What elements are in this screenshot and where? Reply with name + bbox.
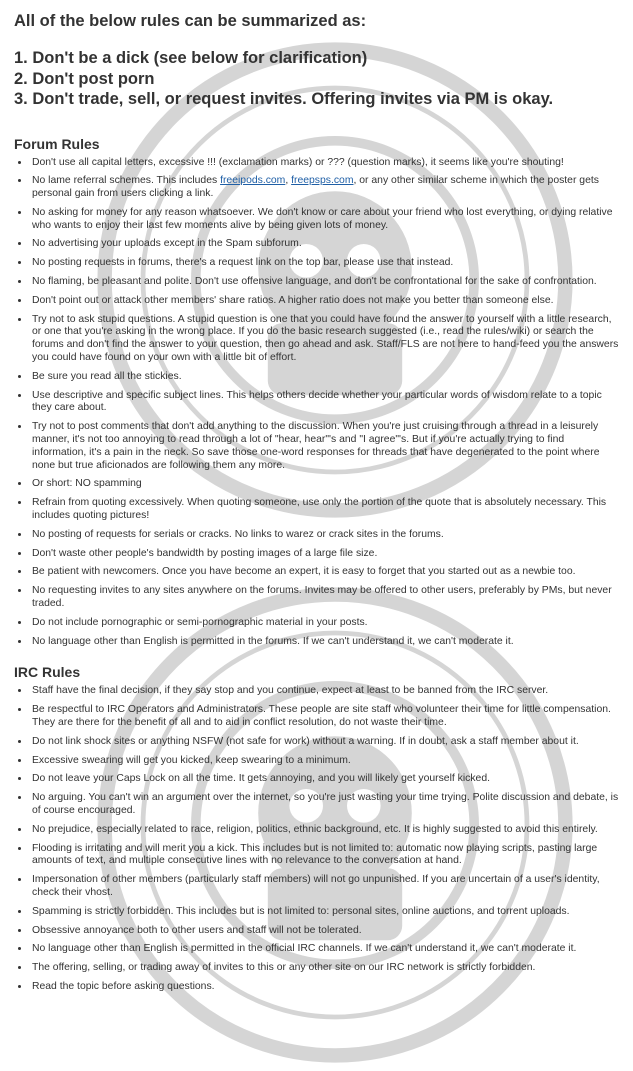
- irc-rule: • No prejudice, especially related to race, religion, politics, ethnic background, etc. It is highly suggested to avoid this entirely.: [30, 824, 619, 837]
- forum-rule: • No language other than English is permitted in the forums. If we can't understand it, we can't moderate it.: [30, 636, 619, 649]
- forum-rule: • Do not include pornographic or semi-pornographic material in your posts.: [30, 617, 619, 630]
- irc-rule: • Flooding is irritating and will merit you a kick. This includes but is not limited to: automatic now playing scripts, pasting large amounts of text, and multiple consecutive lines with no relevance to the conversation at hand.: [30, 843, 619, 869]
- irc-rule: • Do not link shock sites or anything NSFW (not safe for work) without a warning. If in doubt, ask a staff member about it.: [30, 736, 619, 749]
- irc-rule: • Excessive swearing will get you kicked, keep swearing to a minimum.: [30, 755, 619, 768]
- forum-rule: • Don't use all capital letters, excessive !!! (exclamation marks) or ??? (question marks), it seems like you're shouting!: [30, 157, 619, 170]
- rule-text: No lame referral schemes. This includes: [32, 175, 221, 187]
- irc-rule: • Be respectful to IRC Operators and Administrators. These people are site staff who volunteer their time for little compensation. They are there for the benefit of all and to aid in conflict resolution, do not waste their time.: [30, 704, 619, 730]
- forum-rule: • Refrain from quoting excessively. When quoting someone, use only the portion of the quote that is absolutely necessary. This includes quoting pictures!: [30, 497, 619, 523]
- rule-text: ,: [285, 175, 292, 187]
- forum-rule: • No advertising your uploads except in the Spam subforum.: [30, 238, 619, 251]
- summary-point: 3. Don't trade, sell, or request invites. Offering invites via PM is okay.: [14, 90, 554, 108]
- forum-rule: • No flaming, be pleasant and polite. Don't use offensive language, and don't be confrontational for the sake of confrontation.: [30, 276, 619, 289]
- forum-rule: • Try not to post comments that don't add anything to the discussion. When you're just cruising through a thread in a leisurely manner, it's not too annoying to read through a lot of "hear, hear"'s and "I agree"'s. But if you're actually trying to find information, it's a pain in the neck. So save those one-word responses for threads that have degenerated to the point where none but true aficionados are following them any more.: [30, 421, 619, 472]
- irc-rule: • Read the topic before asking questions.: [30, 981, 619, 994]
- irc-rules-heading: IRC Rules: [14, 664, 81, 681]
- summary-point: 1. Don't be a dick (see below for clarification): [14, 49, 368, 67]
- forum-rule: • Don't waste other people's bandwidth by posting images of a large file size.: [30, 548, 619, 561]
- rule-text: , or any other similar scheme in which the poster gets personal gain from users clicking a link.: [32, 175, 599, 200]
- forum-rule: • Use descriptive and specific subject lines. This helps others decide whether your particular words of wisdom relate to a topic they care about.: [30, 390, 619, 416]
- forum-rule-referral: [30, 175, 619, 201]
- irc-rules-list: [14, 685, 619, 993]
- irc-rule: • No language other than English is permitted in the official IRC channels. If we can't understand it, we can't moderate it.: [30, 943, 619, 956]
- summary-list: [14, 48, 619, 110]
- irc-rule: • Impersonation of other members (particularly staff members) will not go unpunished. If you are uncertain of a user's identity, check their vhost.: [30, 874, 619, 900]
- forum-rule: • No posting of requests for serials or cracks. No links to warez or crack sites in the forums.: [30, 529, 619, 542]
- summary-point: 2. Don't post porn: [14, 69, 155, 88]
- forum-rule: • Try not to ask stupid questions. A stupid question is one that you could have found the answer to yourself with a little research, or one that you're asking in the wrong place. If you do the basic research suggested (i.e., read the rules/wiki) or search the forums and don't find the answer to your question, then go ahead and ask. Staff/FLS are not here to hand-feed you the answers you could have found on your own with a little bit of effort.: [30, 314, 619, 365]
- irc-rule: • Staff have the final decision, if they say stop and you continue, expect at least to be banned from the IRC server.: [30, 685, 619, 698]
- forum-rule: • Be sure you read all the stickies.: [30, 371, 619, 384]
- forum-rule: • No posting requests in forums, there's a request link on the top bar, please use that instead.: [30, 257, 619, 270]
- irc-rule: • Obsessive annoyance both to other users and staff will not be tolerated.: [30, 925, 619, 938]
- forum-rule: • Be patient with newcomers. Once you have become an expert, it is easy to forget that you started out as a newbie too.: [30, 566, 619, 579]
- forum-rule: • No asking for money for any reason whatsoever. We don't know or care about your friend who lost everything, or dying relative who wants to enjoy their last few moments alive by being given lots of money.: [30, 207, 619, 233]
- forum-rules-heading: Forum Rules: [14, 135, 100, 152]
- irc-rule: • The offering, selling, or trading away of invites to this or any other site on our IRC network is strictly forbidden.: [30, 962, 619, 975]
- freepsps-link[interactable]: freepsps.com: [291, 175, 354, 187]
- freeipods-link[interactable]: freeipods.com: [220, 175, 286, 187]
- summary-intro: All of the below rules can be summarized as:: [14, 12, 367, 30]
- irc-rule: • Do not leave your Caps Lock on all the time. It gets annoying, and you will likely get yourself kicked.: [30, 773, 619, 786]
- forum-rule: • No requesting invites to any sites anywhere on the forums. Invites may be offered to other users, preferably by PMs, but never traded.: [30, 585, 619, 611]
- forum-rule: • Or short: NO spamming: [30, 478, 619, 491]
- irc-rule: • Spamming is strictly forbidden. This includes but is not limited to: personal sites, online auctions, and torrent uploads.: [30, 906, 619, 919]
- forum-rules-list: [14, 157, 619, 649]
- irc-rule: • No arguing. You can't win an argument over the internet, so you're just wasting your time trying. Polite discussion and debate, is of course encouraged.: [30, 792, 619, 818]
- forum-rule: • Don't point out or attack other members' share ratios. A higher ratio does not make you better than someone else.: [30, 295, 619, 308]
